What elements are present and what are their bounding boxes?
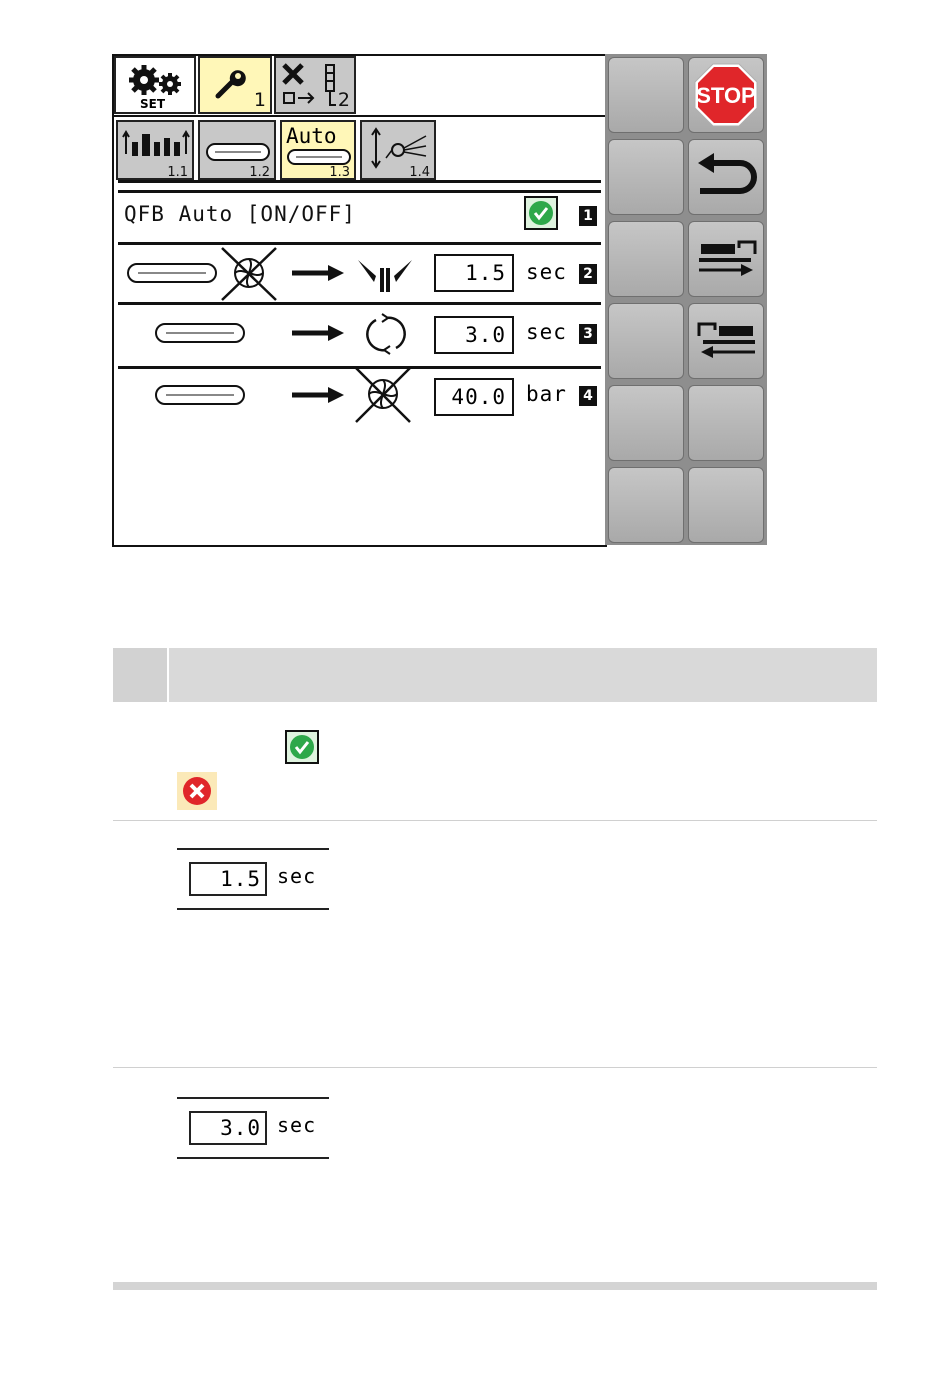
fan-off-icon [350,364,416,424]
pressure-unit: bar [526,382,567,406]
tab-1-1[interactable] [116,120,194,180]
conveyor-forward-button[interactable] [688,221,764,297]
value-thumbnail-box: 3.0 [189,1111,267,1145]
delay-row-2 [114,244,605,302]
conveyor-reverse-button[interactable] [688,303,764,379]
rotate-icon [364,312,408,356]
softkey-left-3[interactable] [608,221,684,297]
table-header [113,648,877,702]
softkey-right-5[interactable] [688,385,764,461]
value-thumbnail-unit: sec [277,1113,317,1137]
conveyor-icon [154,384,246,406]
tab-1-number: 1 [253,89,266,111]
row-index-3: 3 [579,324,597,344]
section-divider [118,180,601,183]
qfb-auto-checkbox[interactable] [524,196,558,230]
delay-value-field-2[interactable]: 1.5 [434,254,514,292]
cutter-open-icon [354,254,416,294]
row-index-2: 2 [579,264,597,284]
arrow-right-icon [290,323,346,343]
tab-1[interactable] [198,56,272,114]
softkey-left-4[interactable] [608,303,684,379]
qfb-auto-row[interactable] [114,192,605,242]
settings-gears-icon [126,62,186,102]
delay-unit-3: sec [526,320,567,344]
value-field-thumbnail [177,848,329,910]
softkey-left-2[interactable] [608,139,684,215]
softkey-left-1[interactable] [608,57,684,133]
tab-1-3-number: 1.3 [329,165,350,180]
delay-unit-2: sec [526,260,567,284]
tab-1-1-number: 1.1 [167,165,188,180]
stop-sign-icon [691,60,761,130]
tab-1-2[interactable] [198,120,276,180]
tab-1-4[interactable] [360,120,436,180]
softkey-left-6[interactable] [608,467,684,543]
row-index-4: 4 [579,386,597,406]
checkmark-icon [526,198,556,228]
conveyor-icon [205,140,271,164]
arrow-right-icon [290,385,346,405]
table-row [113,1068,877,1282]
table-bottom-rule [113,1282,877,1290]
softkey-panel [605,54,767,545]
value-field-thumbnail [177,1097,329,1159]
lift-bars-icon [120,128,192,164]
table-row [113,821,877,1067]
conveyor-icon [126,262,218,284]
tab-1-3-label: Auto [286,124,337,148]
return-button[interactable] [688,139,764,215]
conveyor-reverse-icon [695,320,759,364]
qfb-auto-label: QFB Auto [ON/OFF] [124,202,356,226]
conveyor-icon [154,322,246,344]
softkey-left-5[interactable] [608,385,684,461]
table-header-first-col [113,648,169,702]
row-index-1: 1 [579,206,597,226]
value-thumbnail-unit: sec [277,864,317,888]
tab-1-2-number: 1.2 [249,165,270,180]
table-row [113,702,877,820]
terminal-screen [112,54,767,545]
tab-set-label: SET [140,97,166,111]
stop-button[interactable] [688,57,764,133]
checkbox-on-icon [285,730,319,764]
tab-1-3[interactable] [280,120,356,180]
tab-set[interactable] [114,56,196,114]
arrow-right-icon [290,263,346,283]
tab-2[interactable] [274,56,356,114]
tab-1-4-number: 1.4 [409,165,430,180]
pressure-row-4 [114,368,605,430]
conveyor-forward-icon [695,238,759,282]
stop-label: STOP [696,83,756,108]
wrench-icon [212,66,248,102]
pressure-value-field[interactable]: 40.0 [434,378,514,416]
main-panel [112,54,607,547]
softkey-right-6[interactable] [688,467,764,543]
delay-value-field-3[interactable]: 3.0 [434,316,514,354]
fan-off-icon [216,244,282,302]
height-sensor-icon [368,126,432,170]
delay-row-3 [114,304,605,366]
tab-divider-top [114,115,605,117]
tab-2-number: 2 [337,89,350,111]
return-arrow-icon [692,153,762,203]
tools-sequence-icon [280,61,344,111]
checkbox-off-icon [177,772,217,810]
value-thumbnail-box: 1.5 [189,862,267,896]
